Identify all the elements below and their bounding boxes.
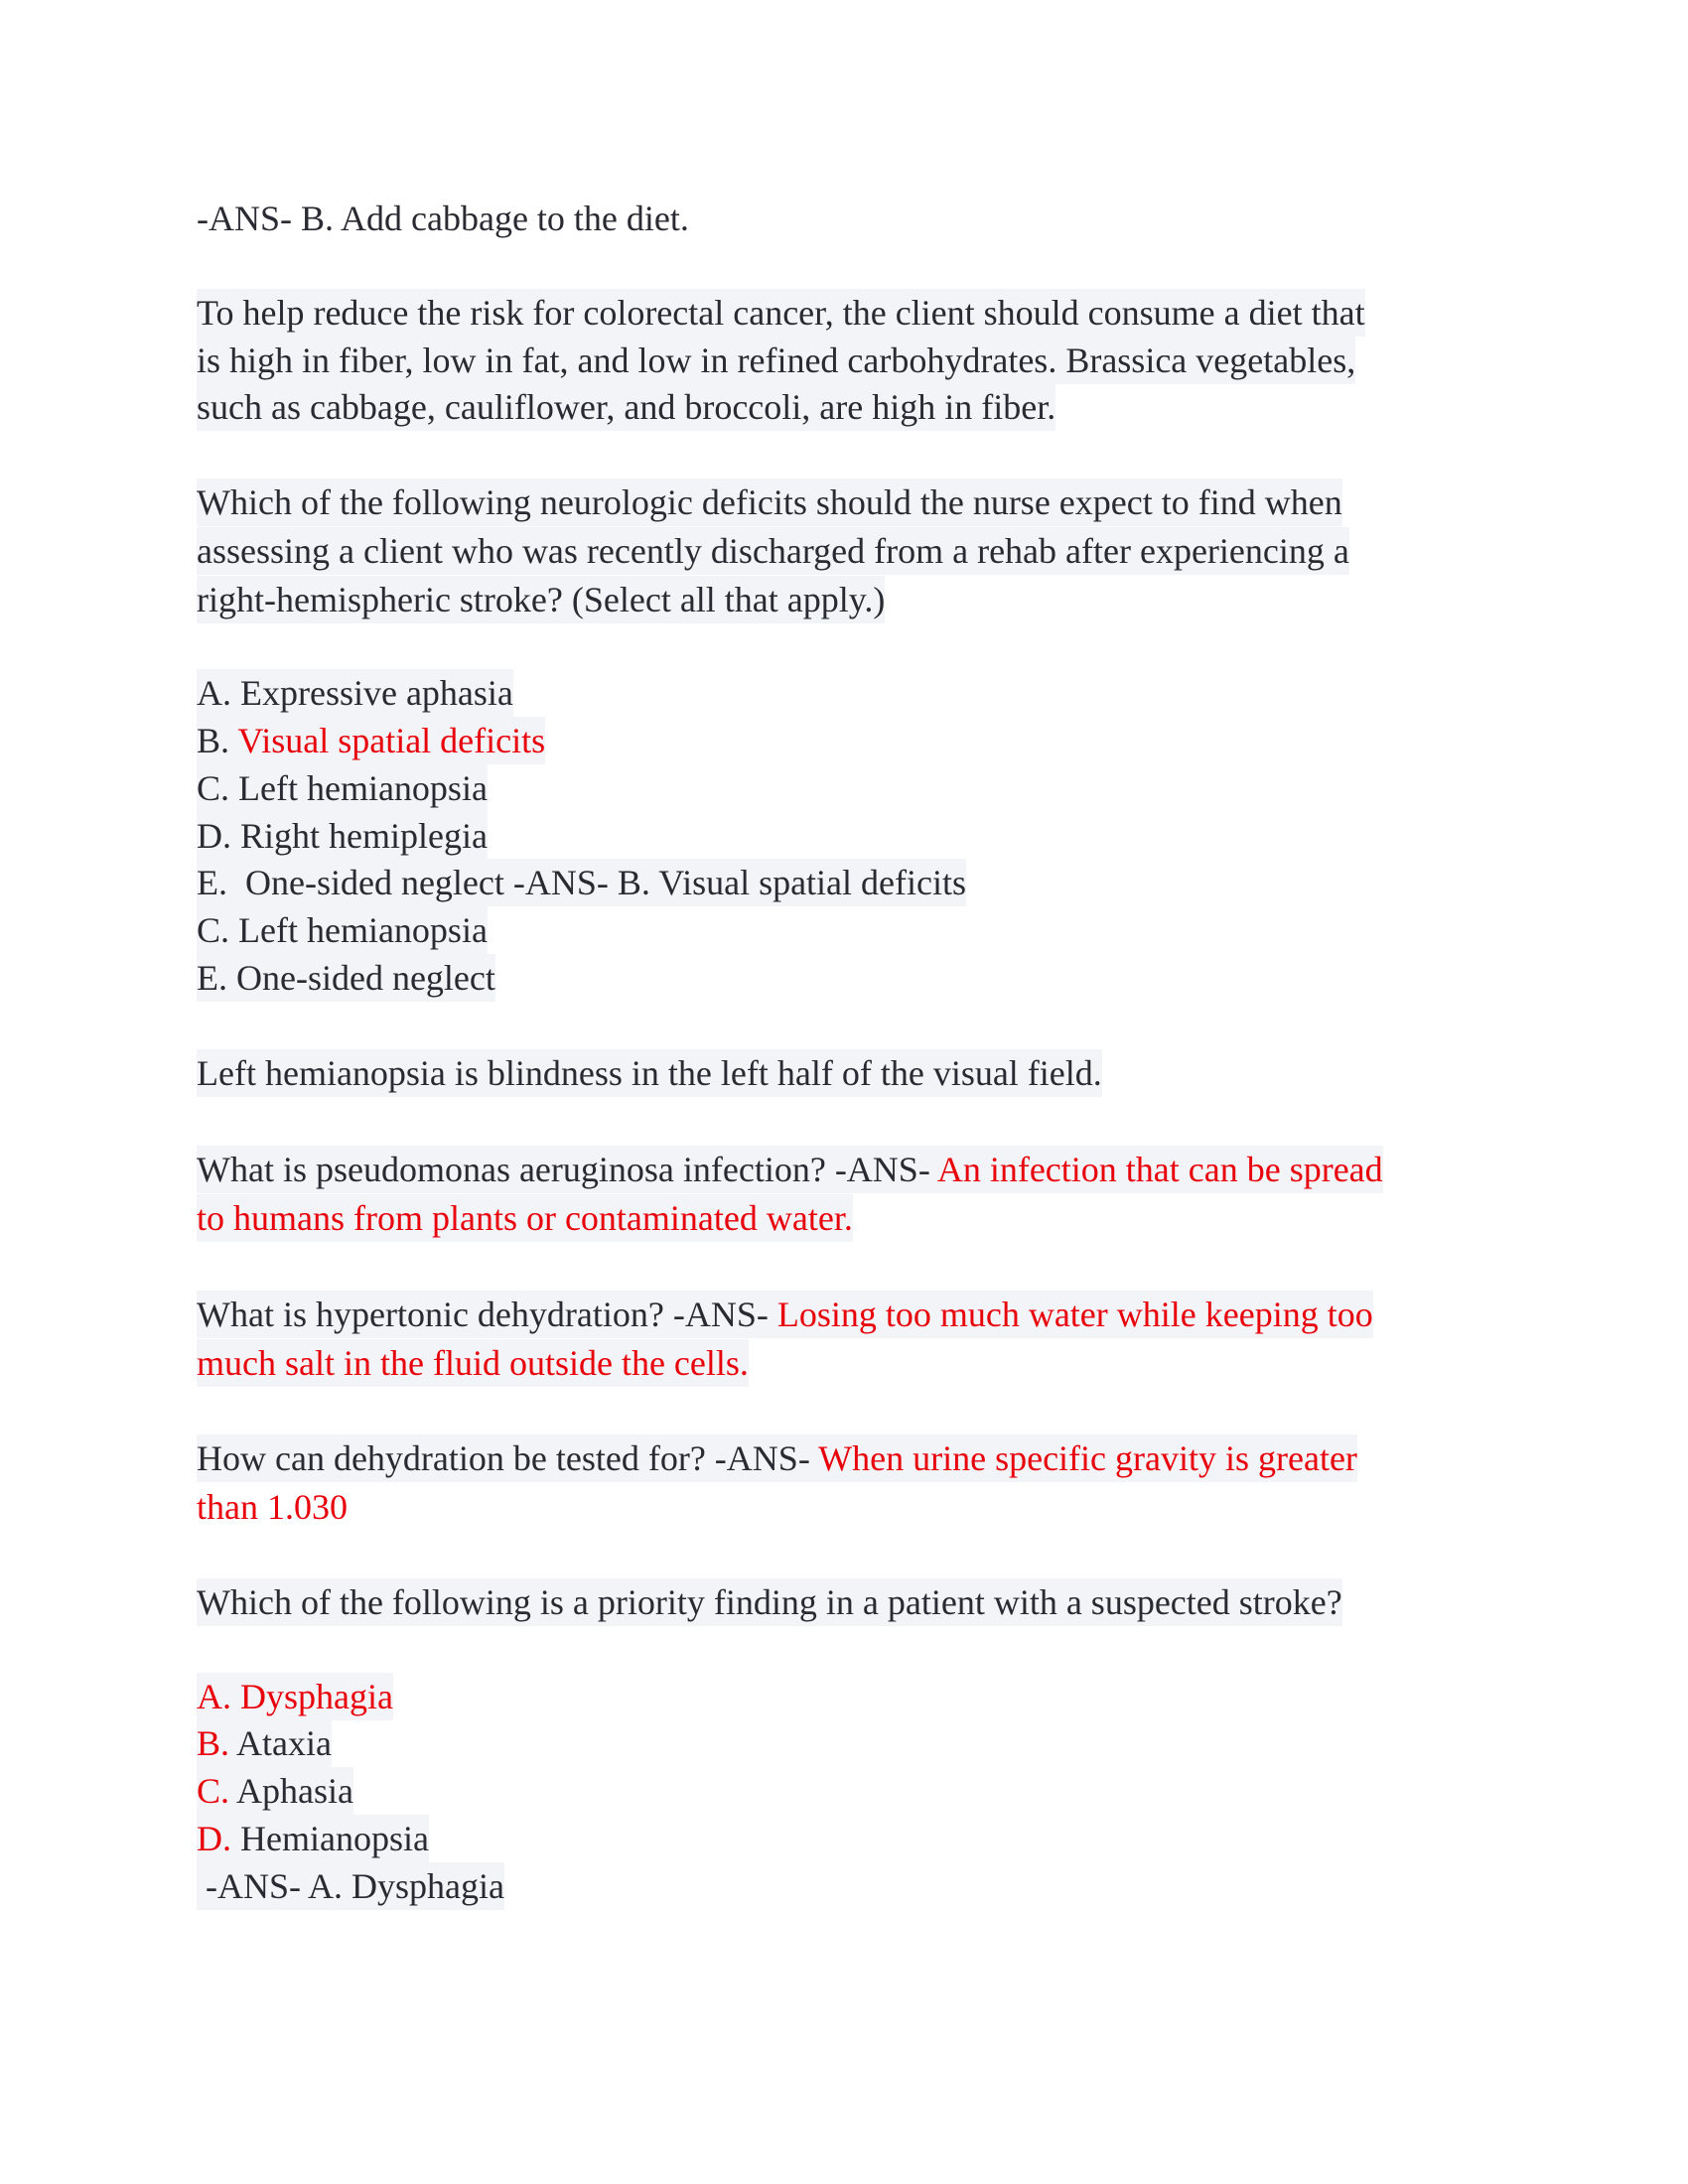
answer-pseudomonas-1: An infection that can be spread <box>936 1150 1383 1189</box>
answer-cont-e: E. One-sided neglect <box>197 954 495 1002</box>
rationale-line-3: such as cabbage, cauliflower, and broccoli, are high in fiber. <box>197 383 1055 431</box>
question-priority-finding: Which of the following is a priority finding in a patient with a suspected stroke? <box>197 1578 1342 1626</box>
option-c-aphasia <box>197 1767 353 1815</box>
option-letter: C. <box>197 1771 237 1811</box>
question-pseudomonas <box>197 1146 1383 1193</box>
question-neuro-line-2: assessing a client who was recently discharged from a rehab after experiencing a <box>197 527 1349 575</box>
question-hypertonic <box>197 1291 1373 1338</box>
option-letter: A. <box>197 1677 240 1716</box>
rationale-line-2: is high in fiber, low in fat, and low in refined carbohydrates. Brassica vegetables, <box>197 337 1355 384</box>
option-c-left-hemianopsia: C. Left hemianopsia <box>197 764 488 812</box>
option-a-expressive-aphasia: A. Expressive aphasia <box>197 669 513 717</box>
answer-dysphagia: -ANS- A. Dysphagia <box>197 1862 504 1910</box>
option-e-with-answer: E. One-sided neglect -ANS- B. Visual spatial deficits <box>197 859 966 906</box>
option-b-prefix: B. <box>197 721 238 760</box>
answer-line-cabbage: -ANS- B. Add cabbage to the diet. <box>197 199 689 238</box>
option-text: Ataxia <box>236 1723 332 1763</box>
question-dehydration-text: How can dehydration be tested for? -ANS- <box>197 1438 819 1478</box>
option-text: Hemianopsia <box>240 1819 429 1858</box>
answer-hypertonic-1: Losing too much water while keeping too <box>776 1295 1373 1334</box>
rationale-hemianopsia: Left hemianopsia is blindness in the left half of the visual field. <box>197 1049 1102 1097</box>
option-d-right-hemiplegia: D. Right hemiplegia <box>197 812 488 860</box>
question-neuro-line-1: Which of the following neurologic deficits should the nurse expect to find when <box>197 478 1342 526</box>
option-b-answer-text: Visual spatial deficits <box>237 721 546 760</box>
question-dehydration-test <box>197 1434 1357 1482</box>
option-text: Aphasia <box>236 1771 353 1811</box>
answer-hypertonic-2: much salt in the fluid outside the cells. <box>197 1339 749 1387</box>
question-pseudomonas-text: What is pseudomonas aeruginosa infection? -ANS- <box>197 1150 937 1189</box>
option-a-dysphagia <box>197 1673 393 1720</box>
answer-dehydration-1: When urine specific gravity is greater <box>818 1438 1357 1478</box>
question-neuro-line-3: right-hemispheric stroke? (Select all that apply.) <box>197 576 885 623</box>
option-letter: B. <box>197 1723 237 1763</box>
option-b-visual-spatial <box>197 717 545 764</box>
question-hypertonic-text: What is hypertonic dehydration? -ANS- <box>197 1295 777 1334</box>
rationale-line-1: To help reduce the risk for colorectal cancer, the client should consume a diet that <box>197 289 1365 337</box>
answer-cont-c: C. Left hemianopsia <box>197 906 488 954</box>
answer-pseudomonas-2: to humans from plants or contaminated water. <box>197 1194 853 1242</box>
option-letter: D. <box>197 1819 240 1858</box>
option-text: Dysphagia <box>240 1677 393 1716</box>
option-b-ataxia <box>197 1719 332 1767</box>
option-d-hemianopsia <box>197 1815 429 1862</box>
answer-dehydration-2: than 1.030 <box>197 1487 348 1527</box>
